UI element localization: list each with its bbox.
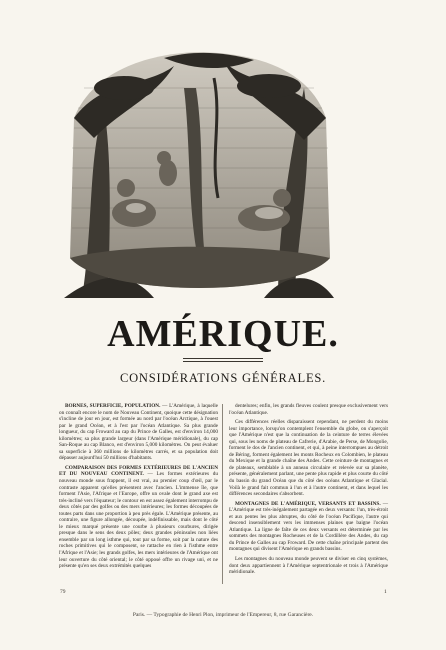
paragraph-text: — Les formes extérieures du nouveau monde sous frappent, il est vrai, au premier coup d'œil, par le contraste apparent qu'elles présentent avec l'ancien. L'immense île, que forment l'Asie, l'Afrique et l'Europe, offre un ovale dont le grand axe est très-incliné vers l'équateur; le contour en est assez également interrompu de deux côtés par des golfes ou des mers intérieures; les formes découpées de toutes parts dans une proportion à peu près égale. L'Amérique présente, au contraire, une figure allongée, découpée, indéfinissable, mais dont le côté le mieux marqué présente une courbe à plusieurs courbures, dirigée presque dans le sens des deux pôles; deux grandes péninsules non liées ensemble par un long isthme qui, tout par sa forme, soit par la nature des roches primitives qui le composent, se rattache en rien à l'isthme entre l'Afrique et l'Asie; les grands golfes, les mers intérieures de l'Amérique ont leur ouverture du côté oriental; le côté opposé offre un rivage uni, et ne présente qu'en ses deux extrémités quelques xyxy=(59,471,218,570)
paragraph-heading: MONTAGNES DE L'AMÉRIQUE, VERSANTS ET BASSINS. xyxy=(235,500,381,507)
paragraph xyxy=(229,403,388,416)
title-rule xyxy=(183,361,263,362)
paragraph-heading: BORNES, SUPERFICIE, POPULATION. xyxy=(65,403,161,409)
title-rule xyxy=(183,358,263,359)
paragraph-text: Ces différences réelles disparaissent cependant, ne perdent du moins leur importance, lorsqu'on contemplent l'ensemble du globe, on s'aperçoit que l'Amérique n'est que la continuation de la ceinture de terres élevées qui, sous les noms de plateau de Cafrerie, d'Arabie, de Perse, de Mongolie, forment le dos de l'ancien continent, et qui, à peine interrompues au détroit de Béring, forment également les monts Rocheux en Colombien, le plateau du Mexique et la grande chaîne des Andes. Cette ceinture de montagnes et de plateaux, semblable à un anneau circulaire et relevée sur sa planète, présente, généralement parlant, une pente plus rapide et plus courte du côté du bassin du grand Océan que du côté des océans Atlantique et Glacial. Voilà le grand fait commun à l'un et à l'autre continent, et dans lequel les différences secondaires s'absorbent. xyxy=(229,419,388,498)
column-divider xyxy=(222,404,223,584)
text-column-left xyxy=(59,403,218,573)
paragraph xyxy=(229,556,388,576)
folio-left: 79 xyxy=(60,589,66,595)
section-subtitle: CONSIDÉRATIONS GÉNÉRALES. xyxy=(119,371,327,385)
folio-right: 1 xyxy=(384,589,387,595)
paragraph xyxy=(59,403,218,462)
paragraph xyxy=(59,465,218,570)
printer-footer: Paris. — Typographie de Henri Plon, imprimeur de l'Empereur, 8, rue Garancière. xyxy=(132,612,314,618)
page-title: AMÉRIQUE. xyxy=(107,313,339,355)
text-column-right xyxy=(229,403,388,579)
paragraph-heading: COMPARAISON DES FORMES EXTÉRIEURES DE L'ANCIEN ET DU NOUVEAU CONTINENT. xyxy=(59,464,218,478)
paragraph-text: — L'Amérique est très-inégalement partagée en deux versants: l'un, très-étroit et aux pentes les plus abruptes, du côté de l'océan Pacifique, l'autre qui descend insensiblement vers les immenses plaines que baigne l'océan Atlantique. La ligne de faîte de ces deux versants est déterminée par les sommets des montagnes Rocheuses et de la Cordillère des Andes, du cap du Prince de Galles au cap Froward. De cette chaîne principale partent des montagnes qui divisent l'Amérique en grands bassins. xyxy=(229,500,389,553)
paragraph-text: Les montagnes du nouveau monde peuvent se diviser en cinq systèmes, dont deux appartiennent à l'Amérique septentrionale et trois à l'Amérique méridionale. xyxy=(229,556,388,576)
engraving-jungle-scene-icon xyxy=(64,48,334,300)
paragraph-text: dentelures; enfin, les grands fleuves coulent presque exclusivement vers l'océan Atlantique. xyxy=(229,403,388,416)
paragraph-text: — L'Amérique, à laquelle on connaît encore le nom de Nouveau Continent, quoique cette désignation s'incline de jour en jour, est formée au nord par l'océan Arctique, à l'ouest par le grand Océan, et à l'est par l'océan Atlantique. Sa plus grande longueur, du cap Froward au cap du Prince de Galles, est d'environ 14,000 kilomètres; sa plus grande largeur (dans l'Amérique méridionale), du cap San-Roque au cap Blanco, est d'environ 5,000 kilomètres. On peut évaluer sa superficie à 360 millions de kilomètres carrés, et sa population doit dépasser aujourd'hui 50 millions d'habitants. xyxy=(59,403,218,462)
paragraph xyxy=(229,419,388,498)
paragraph xyxy=(229,501,388,553)
